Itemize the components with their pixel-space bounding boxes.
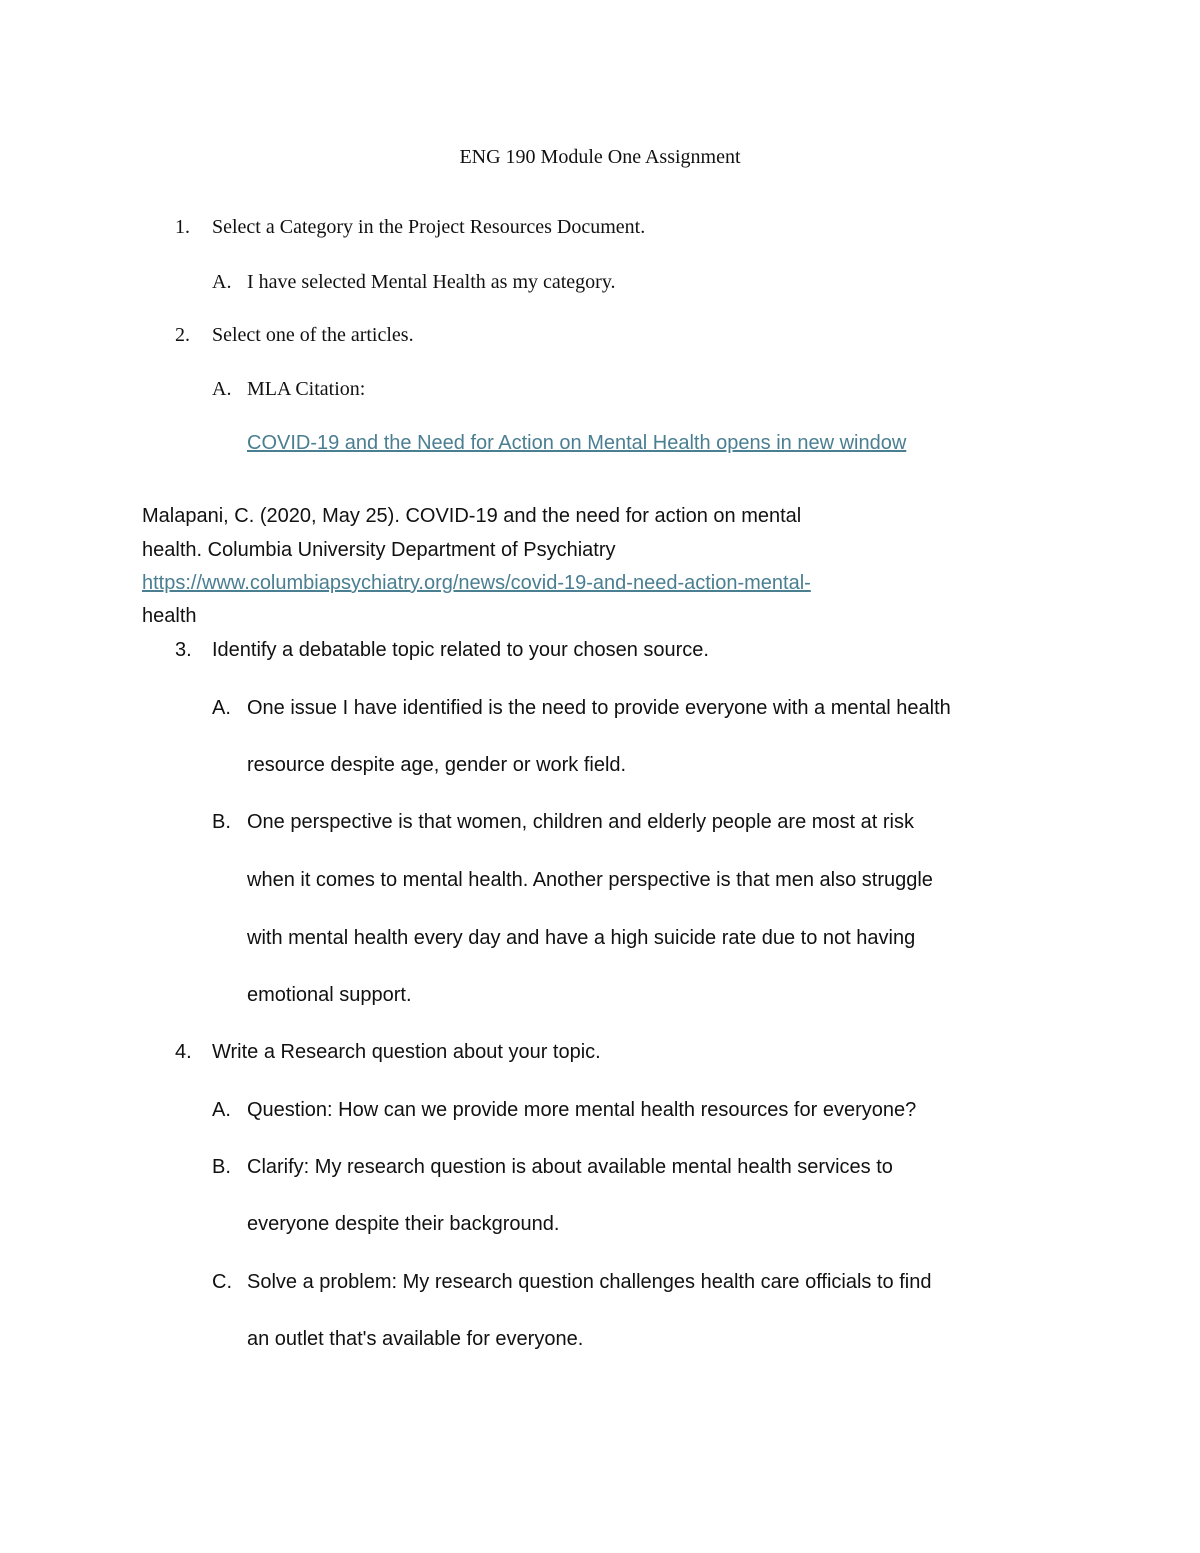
list-item-1a-text: I have selected Mental Health as my category. bbox=[247, 271, 616, 293]
list-number-3: 3. bbox=[175, 639, 192, 661]
list-item-4a-label: A. bbox=[212, 1099, 231, 1121]
citation-url-link[interactable]: https://www.columbiapsychiatry.org/news/covid-19-and-need-action-mental- bbox=[142, 572, 811, 594]
list-item-4c-line-2: an outlet that's available for everyone. bbox=[247, 1328, 584, 1350]
list-item-2a-text: MLA Citation: bbox=[247, 378, 366, 400]
list-item-4b-line-1: Clarify: My research question is about available mental health services to bbox=[247, 1156, 893, 1178]
list-number-1: 1. bbox=[175, 216, 190, 238]
list-item-2a-label: A. bbox=[212, 378, 232, 400]
list-item-4b-line-2: everyone despite their background. bbox=[247, 1213, 560, 1235]
list-item-3-text: Identify a debatable topic related to your chosen source. bbox=[212, 639, 709, 661]
list-item-3a-line-1: One issue I have identified is the need to provide everyone with a mental health bbox=[247, 697, 951, 719]
list-item-3b-line-2: when it comes to mental health. Another perspective is that men also struggle bbox=[247, 869, 933, 891]
list-item-3b-line-1: One perspective is that women, children and elderly people are most at risk bbox=[247, 811, 915, 833]
list-item-3b-line-3: with mental health every day and have a high suicide rate due to not having bbox=[247, 927, 916, 949]
list-number-4: 4. bbox=[175, 1041, 192, 1063]
list-item-2-text: Select one of the articles. bbox=[212, 324, 414, 346]
list-item-4-text: Write a Research question about your topic. bbox=[212, 1041, 601, 1063]
list-item-3b-line-4: emotional support. bbox=[247, 984, 412, 1006]
list-item-3a-label: A. bbox=[212, 697, 231, 719]
page-title: ENG 190 Module One Assignment bbox=[459, 146, 741, 168]
citation-line-1: Malapani, C. (2020, May 25). COVID-19 and the need for action on mental bbox=[142, 505, 802, 527]
citation-line-2: health. Columbia University Department of Psychiatry bbox=[142, 539, 616, 561]
list-item-1a-label: A. bbox=[212, 271, 232, 293]
list-item-4a-text: Question: How can we provide more mental health resources for everyone? bbox=[247, 1099, 917, 1121]
list-item-4c-label: C. bbox=[212, 1271, 232, 1293]
list-item-3a-line-2: resource despite age, gender or work field. bbox=[247, 754, 627, 776]
list-item-4b-label: B. bbox=[212, 1156, 231, 1178]
list-item-3b-label: B. bbox=[212, 811, 231, 833]
article-link[interactable]: COVID-19 and the Need for Action on Mental Health opens in new window bbox=[247, 432, 907, 454]
list-item-1-text: Select a Category in the Project Resources Document. bbox=[212, 216, 646, 238]
list-item-4c-line-1: Solve a problem: My research question challenges health care officials to find bbox=[247, 1271, 932, 1293]
list-number-2: 2. bbox=[175, 324, 190, 346]
citation-line-4: health bbox=[142, 605, 197, 627]
